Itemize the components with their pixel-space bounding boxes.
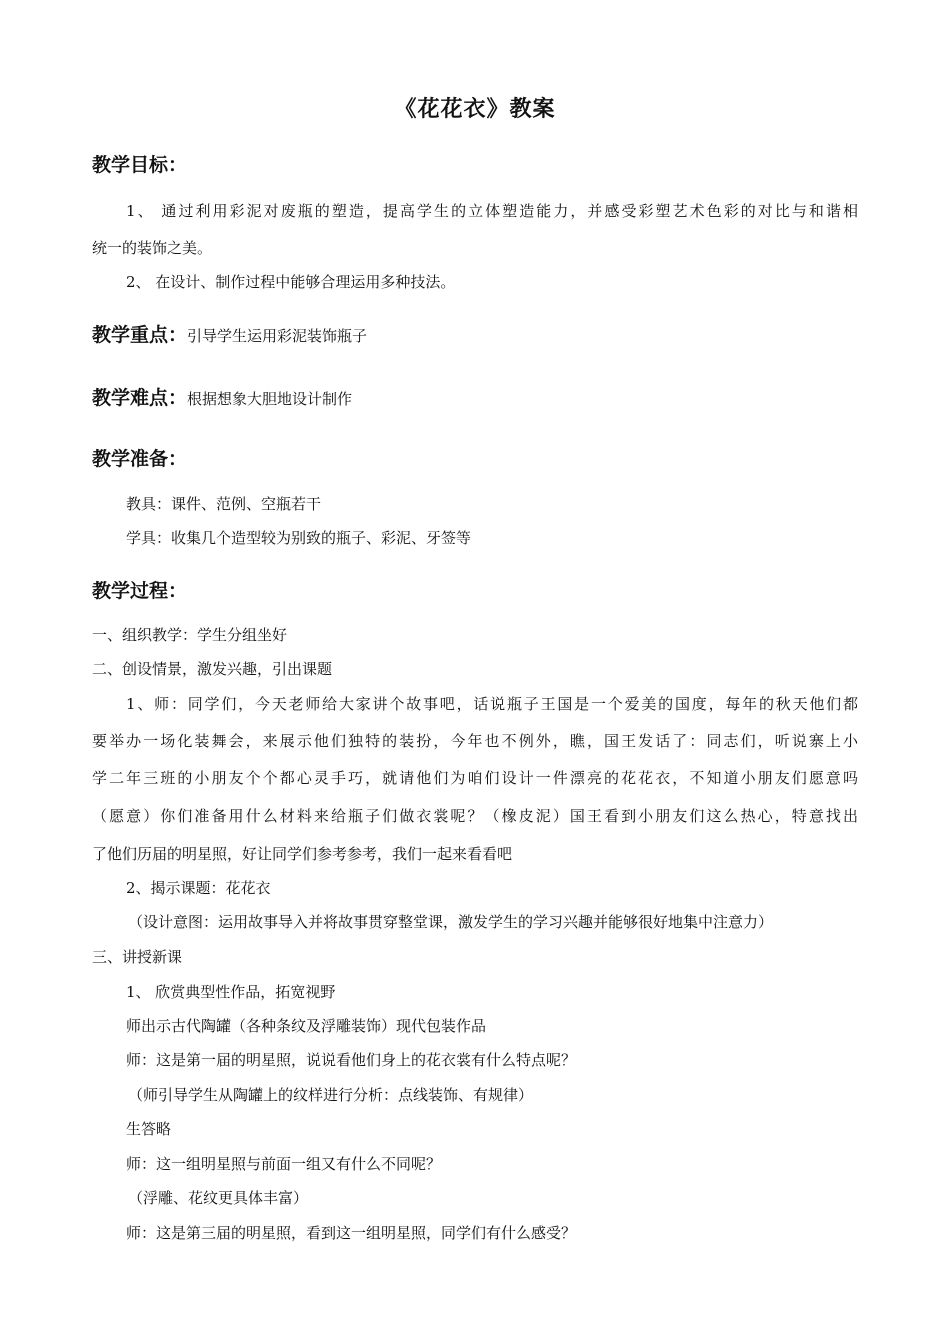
process-line: 师：这一组明星照与前面一组又有什么不同呢？ [126,1155,442,1173]
process-line: （浮雕、花纹更具体丰富） [128,1189,309,1207]
prep-heading: 教学准备： [92,448,188,470]
focus-section [92,320,367,347]
process-line: 学二年三班的小朋友个个都心灵手巧，就请他们为咱们设计一件漂亮的花花衣，不知道小朋友们愿意吗 [92,769,858,787]
prep-item-student: 学具：收集几个造型较为别致的瓶子、彩泥、牙签等 [126,529,472,547]
process-line: 师出示古代陶罐（各种条纹及浮雕装饰）现代包装作品 [126,1017,487,1035]
goals-item-1: 1、 通过利用彩泥对废瓶的塑造，提高学生的立体塑造能力，并感受彩塑艺术色彩的对比与和谐相 [126,202,858,220]
process-line: 三、讲授新课 [92,948,183,966]
goals-heading: 教学目标： [92,154,188,176]
process-line: 1、 欣赏典型性作品，拓宽视野 [126,983,336,1001]
process-line: 师：这是第一届的明星照，说说看他们身上的花衣裳有什么特点呢？ [126,1051,577,1069]
goals-item-1-cont: 统一的装饰之美。 [92,239,213,257]
difficulty-heading: 教学难点： [92,387,188,409]
goals-item-2: 2、 在设计、制作过程中能够合理运用多种技法。 [126,273,456,291]
process-line: 师：这是第三届的明星照，看到这一组明星照，同学们有什么感受？ [126,1224,577,1242]
process-line: （愿意）你们准备用什么材料来给瓶子们做衣裳呢？（橡皮泥）国王看到小朋友们这么热心，特意找出 [92,807,858,825]
process-line: （师引导学生从陶罐上的纹样进行分析：点线装饰、有规律） [128,1086,534,1104]
document-title: 《花花衣》教案 [394,96,556,122]
process-heading: 教学过程： [92,580,188,602]
difficulty-text: 根据想象大胆地设计制作 [187,390,353,408]
process-line: 一、组织教学：学生分组坐好 [92,626,288,644]
process-line: 2、揭示课题：花花衣 [126,879,271,897]
process-line: 了他们历届的明星照，好让同学们参考参考，我们一起来看看吧 [92,845,513,863]
process-line: 1、师：同学们，今天老师给大家讲个故事吧，话说瓶子王国是一个爱美的国度，每年的秋天他们都 [126,695,858,713]
prep-item-teacher: 教具：课件、范例、空瓶若干 [126,495,322,513]
process-line: （设计意图：运用故事导入并将故事贯穿整堂课，激发学生的学习兴趣并能够很好地集中注意力） [128,913,774,931]
difficulty-section [92,383,352,410]
focus-text: 引导学生运用彩泥装饰瓶子 [187,327,368,345]
process-line: 二、创设情景，激发兴趣，引出课题 [92,660,333,678]
process-line: 生答略 [126,1120,172,1138]
focus-heading: 教学重点： [92,324,188,346]
process-line: 要举办一场化装舞会，来展示他们独特的装扮，今年也不例外，瞧，国王发话了：同志们，听说寨上小 [92,732,858,750]
